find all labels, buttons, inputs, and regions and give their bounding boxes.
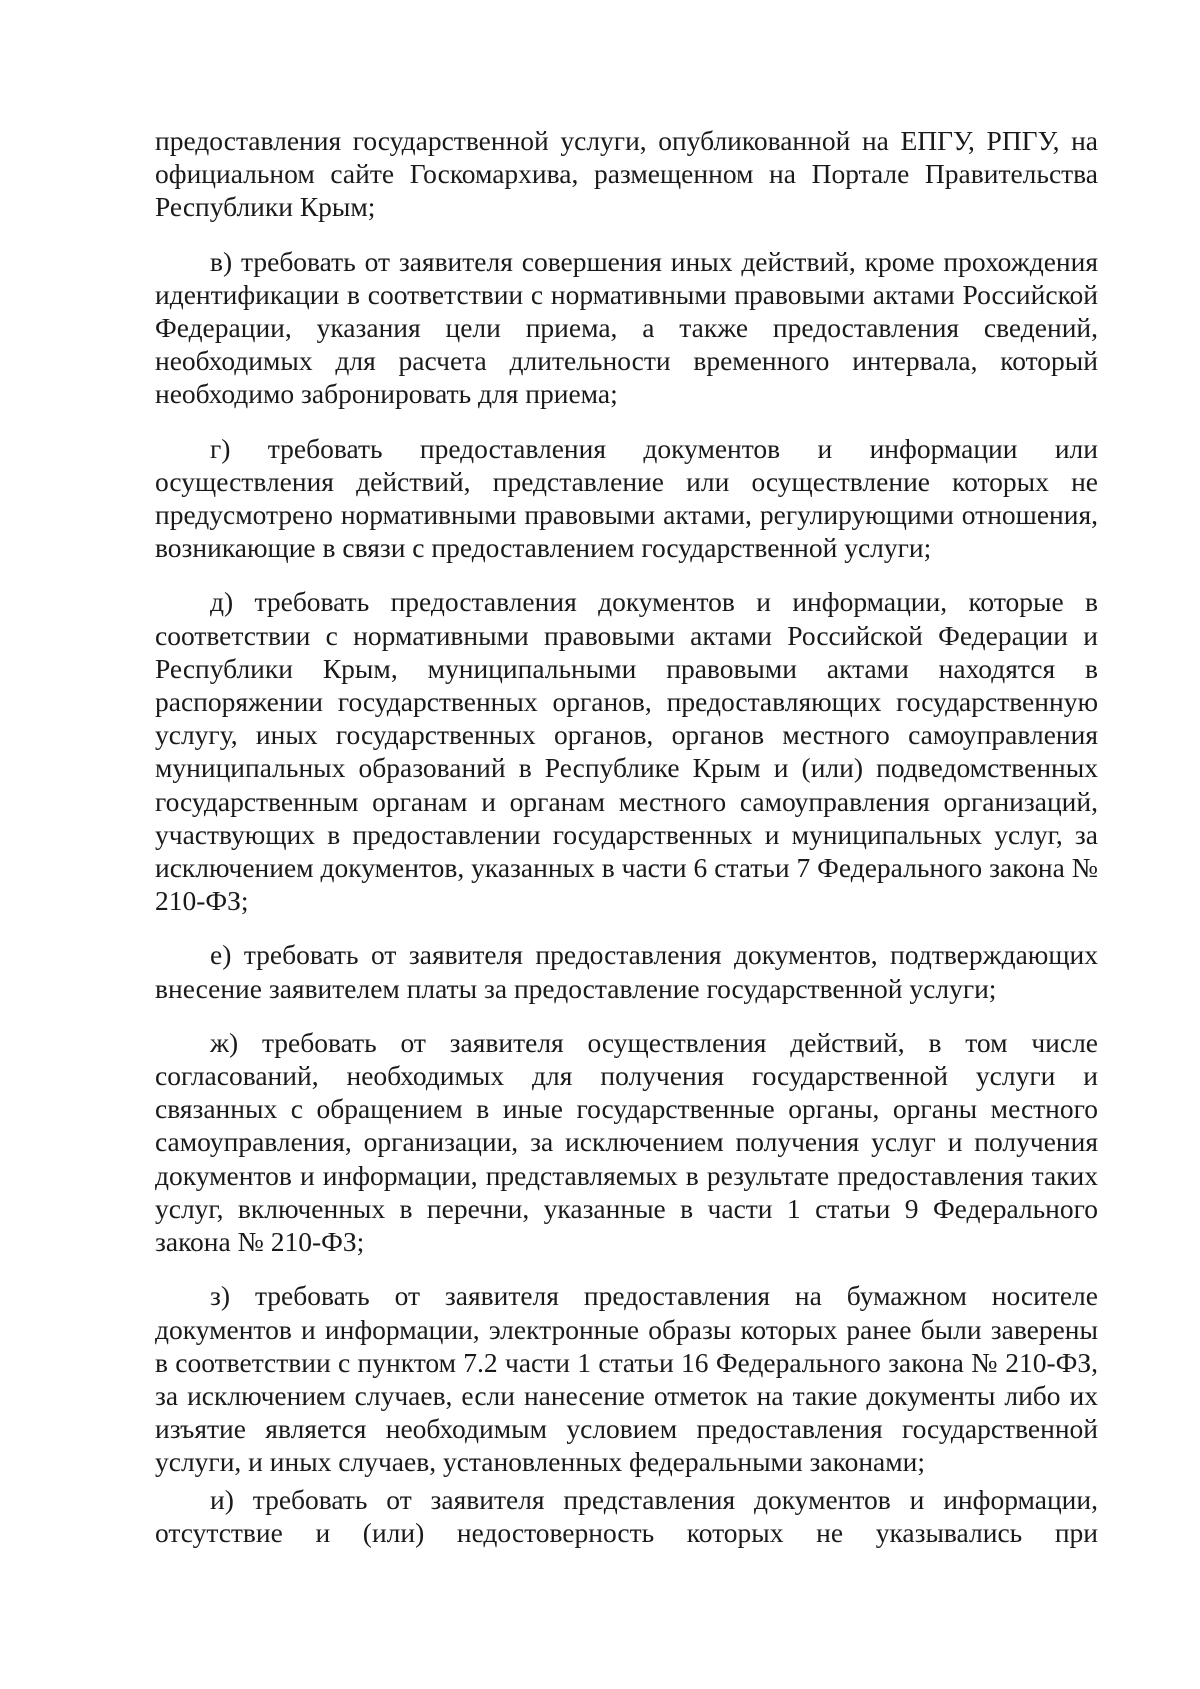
paragraph-item-zh: ж) требовать от заявителя осуществления действий, в том числе согласований, необходимых для получения государственной услуги и связанных с обращением в иные государственные органы, органы местного самоуправления, организации, за исключением получения услуг и получения документов и информации, представляемых в результате предоставления таких услуг, включенных в перечни, указанные в части 1 статьи 9 Федерального закона № 210-ФЗ; bbox=[155, 1026, 1098, 1258]
paragraph-item-z: з) требовать от заявителя предоставления на бумажном носителе документов и информации, электронные образы которых ранее были заверены в соответствии с пунктом 7.2 части 1 статьи 16 Федерального закона № 210-ФЗ, за исключением случаев, если нанесение отметок на такие документы либо их изъятие является необходимым условием предоставления государственной услуги, и иных случаев, установленных федеральными законами; bbox=[155, 1280, 1098, 1478]
paragraph-item-v: в) требовать от заявителя совершения иных действий, кроме прохождения идентификации в соответствии с нормативными правовыми актами Российской Федерации, указания цели приема, а также предоставления сведений, необходимых для расчета длительности временного интервала, который необходимо забронировать для приема; bbox=[155, 245, 1098, 410]
paragraph-item-e: е) требовать от заявителя предоставления документов, подтверждающих внесение заявителем платы за предоставление государственной услуги; bbox=[155, 939, 1098, 1004]
document-body bbox=[155, 124, 1098, 1549]
paragraph-continuation: предоставления государственной услуги, опубликованной на ЕПГУ, РПГУ, на официальном сайте Госкомархива, размещенном на Портале Правительства Республики Крым; bbox=[155, 125, 1098, 223]
paragraph-item-d: д) требовать предоставления документов и информации, которые в соответствии с нормативными правовыми актами Российской Федерации и Республики Крым, муниципальными правовыми актами находятся в распоряжении государственных органов, предоставляющих государственную услугу, иных государственных органов, органов местного самоуправления муниципальных образований в Республике Крым и (или) подведомственных государственным органам и органам местного самоуправления организаций, участвующих в предоставлении государственных и муниципальных услуг, за исключением документов, указанных в части 6 статьи 7 Федерального закона № 210-ФЗ; bbox=[155, 586, 1098, 917]
paragraph-item-i: и) требовать от заявителя представления документов и информации, отсутствие и (или) недостоверность которых не указывались при bbox=[155, 1483, 1098, 1548]
paragraph-item-g: г) требовать предоставления документов и информации или осуществления действий, представление или осуществление которых не предусмотрено нормативными правовыми актами, регулирующими отношения, возникающие в связи с предоставлением государственной услуги; bbox=[155, 432, 1098, 564]
